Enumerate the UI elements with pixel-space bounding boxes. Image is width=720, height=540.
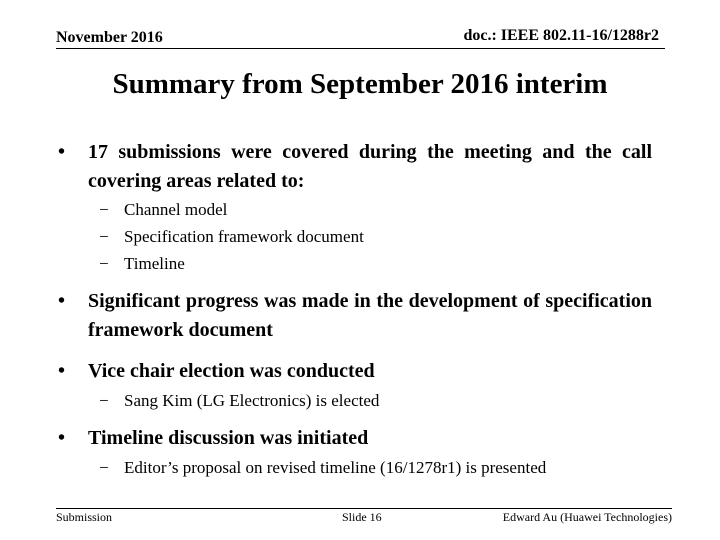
bullet-dot: • — [58, 141, 66, 163]
footer-slide-number: Slide 16 — [342, 510, 382, 524]
header-doc-id: doc.: IEEE 802.11-16/1288r2 — [463, 27, 659, 44]
sub-item-timeline — [99, 250, 185, 277]
sub-item-text: Timeline — [124, 254, 185, 273]
bullet-text: 17 submissions were covered during the meeting and the call covering areas related to: — [88, 141, 652, 192]
slide-title: Summary from September 2016 interim — [112, 68, 608, 100]
footer-divider — [56, 508, 672, 509]
dash-marker: − — [99, 391, 109, 410]
sub-item-channel-model — [99, 196, 227, 223]
footer-submission: Submission — [56, 510, 113, 524]
sub-item-text: Specification framework document — [124, 227, 364, 246]
bullet-dot: • — [58, 427, 66, 449]
sub-item-spec-framework — [99, 223, 364, 250]
bullet-item-progress — [58, 287, 652, 345]
sub-item-sang-kim — [99, 387, 379, 414]
footer-author: Edward Au (Huawei Technologies) — [502, 510, 672, 524]
bullet-text: Significant progress was made in the development of specification framework document — [88, 290, 652, 341]
sub-item-text: Channel model — [124, 200, 228, 219]
sub-item-editor-proposal — [99, 454, 546, 481]
bullet-text: Timeline discussion was initiated — [88, 427, 369, 449]
bullet-item-submissions — [58, 138, 652, 196]
dash-marker: − — [99, 200, 109, 219]
bullet-item-vice-chair — [58, 357, 652, 386]
header-date: November 2016 — [56, 29, 163, 46]
bullet-dot: • — [58, 360, 66, 382]
sub-item-text: Editor’s proposal on revised timeline (16/1278r1) is presented — [124, 458, 547, 477]
dash-marker: − — [99, 254, 109, 273]
dash-marker: − — [99, 227, 109, 246]
sub-item-text: Sang Kim (LG Electronics) is elected — [124, 391, 380, 410]
bullet-text: Vice chair election was conducted — [88, 360, 375, 382]
header-divider — [56, 48, 665, 49]
dash-marker: − — [99, 458, 109, 477]
bullet-item-timeline-discussion — [58, 424, 652, 453]
bullet-dot: • — [58, 290, 66, 312]
